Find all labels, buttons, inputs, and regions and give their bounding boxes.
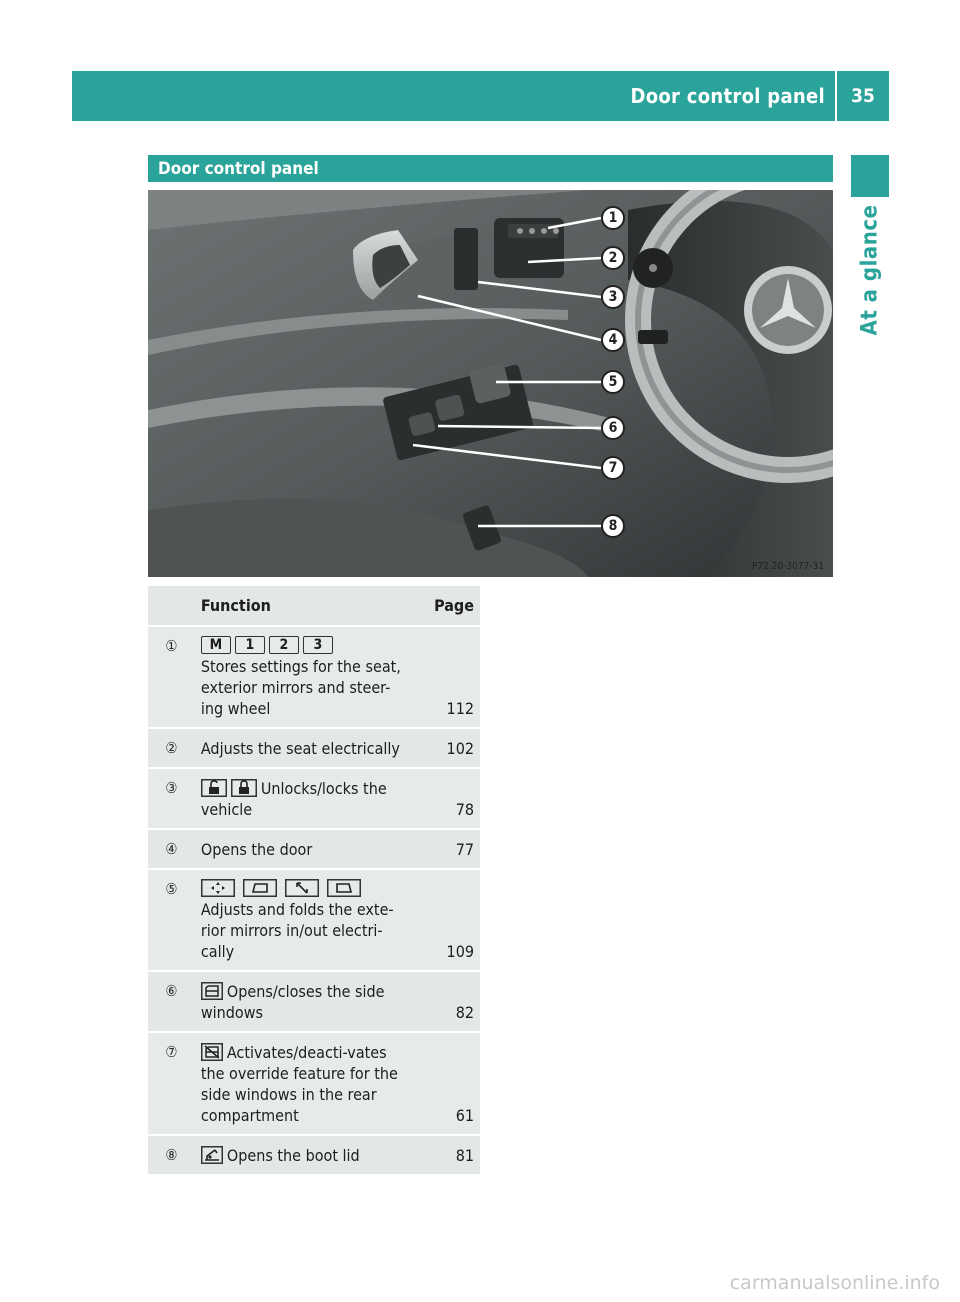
row-page: 82	[418, 971, 480, 1032]
table-row	[148, 626, 480, 728]
row-number: ⑥	[148, 971, 195, 1032]
row-function-text: Opens/closes the side windows	[200, 982, 385, 1022]
row-page: 77	[418, 829, 480, 869]
row-number: ④	[148, 829, 195, 869]
row-page: 78	[418, 768, 480, 829]
mirror-fold-icon	[285, 879, 319, 897]
row-number: ⑧	[148, 1135, 195, 1175]
boot-lid-icon	[201, 1146, 223, 1164]
row-number: ①	[148, 626, 195, 728]
row-function-text: Opens the door	[195, 829, 419, 869]
row-function-text: Unlocks/locks the vehicle	[200, 779, 387, 819]
callout-6: 6	[601, 416, 625, 440]
table-row	[148, 728, 480, 768]
col-header-page: Page	[418, 586, 480, 626]
memory-key-m: M	[201, 636, 231, 654]
row-function-text: Adjusts and folds the exte-rior mirrors in/out electri-cally	[200, 900, 394, 961]
row-function	[195, 768, 419, 829]
chapter-tab	[851, 155, 889, 197]
row-function	[195, 1135, 419, 1175]
table-row	[148, 1032, 480, 1135]
col-header-function: Function	[195, 586, 419, 626]
row-page: 109	[418, 869, 480, 971]
table-row	[148, 1135, 480, 1175]
row-function-text: Opens the boot lid	[226, 1146, 360, 1165]
callout-8: 8	[601, 514, 625, 538]
callout-1: 1	[601, 206, 625, 230]
figure-reference: P72.20-3077-31	[752, 561, 825, 572]
window-icon	[201, 982, 223, 1000]
memory-keys	[201, 636, 413, 654]
row-page: 112	[418, 626, 480, 728]
row-number: ②	[148, 728, 195, 768]
unlock-icon	[201, 779, 227, 797]
row-number: ⑦	[148, 1032, 195, 1135]
memory-key-3: 3	[303, 636, 333, 654]
figure-callouts	[148, 190, 833, 577]
row-page: 61	[418, 1032, 480, 1135]
page-number: 35	[851, 85, 875, 107]
row-function-text: Activates/deacti-vates the override feature for the side windows in the rear compartment	[200, 1043, 398, 1125]
mirror-left-icon	[243, 879, 277, 897]
table-row	[148, 829, 480, 869]
mirror-keys	[201, 879, 413, 897]
callout-7: 7	[601, 456, 625, 480]
table-row	[148, 971, 480, 1032]
col-header-number	[148, 586, 195, 626]
lock-icon	[231, 779, 257, 797]
row-function	[195, 1032, 419, 1135]
mirror-right-icon	[327, 879, 361, 897]
memory-key-1: 1	[235, 636, 265, 654]
table-row	[148, 768, 480, 829]
row-function	[195, 869, 419, 971]
callout-2: 2	[601, 246, 625, 270]
callout-5: 5	[601, 370, 625, 394]
table-header-row	[148, 586, 480, 626]
memory-key-2: 2	[269, 636, 299, 654]
chapter-label: At a glance	[857, 204, 883, 336]
running-title: Door control panel	[630, 84, 825, 108]
callout-3: 3	[601, 285, 625, 309]
row-number: ⑤	[148, 869, 195, 971]
row-page: 81	[418, 1135, 480, 1175]
callout-4: 4	[601, 328, 625, 352]
page-header-band	[72, 71, 889, 121]
mirror-adjust-icon	[201, 879, 235, 897]
function-table	[148, 586, 480, 1176]
row-function-text: Adjusts the seat electrically	[195, 728, 419, 768]
row-function-text: Stores settings for the seat, exterior mirrors and steer-ing wheel	[200, 657, 401, 718]
window-override-icon	[201, 1043, 223, 1061]
row-function	[195, 626, 419, 728]
row-function	[195, 971, 419, 1032]
row-number: ③	[148, 768, 195, 829]
table-row	[148, 869, 480, 971]
row-page: 102	[418, 728, 480, 768]
section-title: Door control panel	[148, 155, 833, 182]
footer-watermark: carmanualsonline.info	[729, 1272, 940, 1294]
